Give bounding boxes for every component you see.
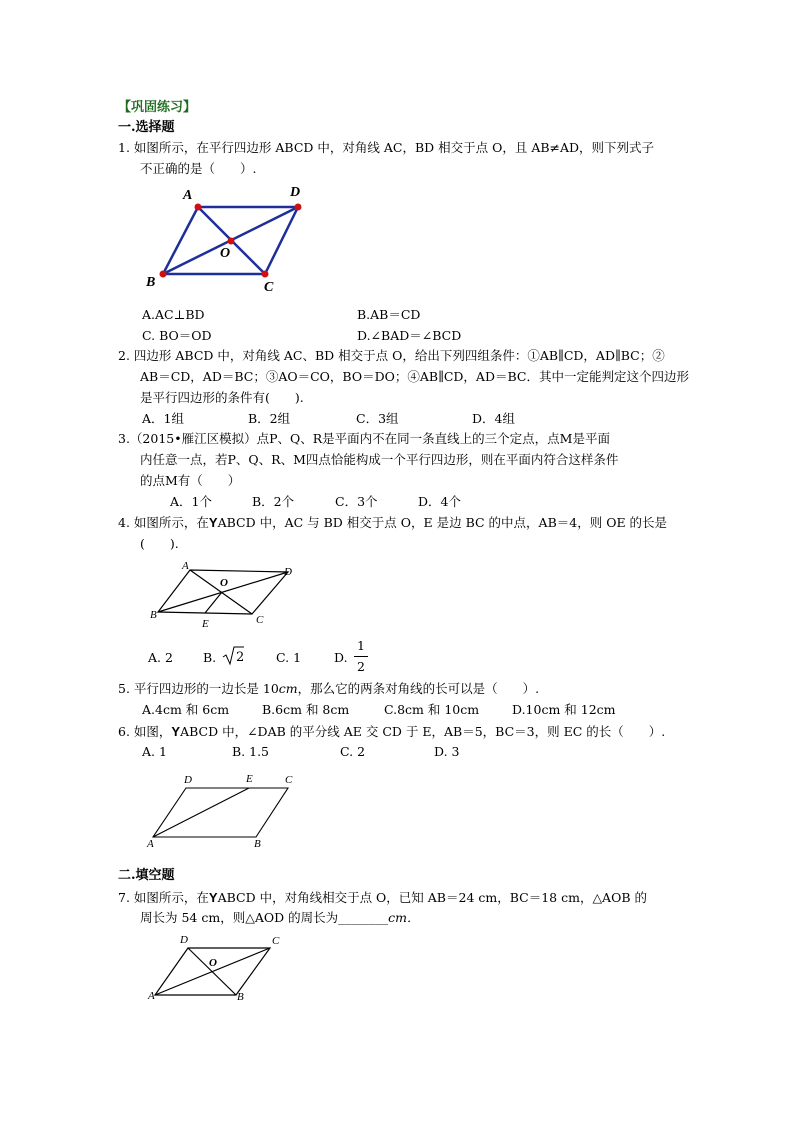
parallelogram-symbol: Y: [171, 724, 181, 739]
q4-option-d: D.: [334, 650, 348, 665]
q6-bisector-ae: [153, 788, 249, 837]
q1-line1: 1. 如图所示，在平行四边形 ABCD 中，对角线 AC，BD 相交于点 O，且 AB≠AD，则下列式子: [118, 140, 655, 155]
q4-option-a: A. 2: [148, 650, 173, 665]
q1-label-d: D: [290, 185, 301, 200]
part2-title: 二.填空题: [118, 868, 175, 883]
q6-option-c: C. 2: [340, 744, 366, 759]
q4-option-b: B.: [203, 650, 217, 665]
q7-figure: [152, 945, 277, 1000]
q5-option-a: A.4cm 和 6cm: [142, 702, 230, 717]
q4-fraction-num: 1: [357, 638, 365, 653]
q6-label-e: E: [246, 773, 253, 785]
q4-label-e: E: [202, 618, 209, 630]
parallelogram-symbol: Y: [208, 515, 218, 530]
q2-option-b: B．2组: [248, 411, 291, 426]
q7-answer-blank[interactable]: ________: [338, 910, 389, 925]
part1-title: 一.选择题: [118, 120, 175, 135]
q6-label-c: C: [285, 774, 293, 786]
q5-option-c: C.8cm 和 10cm: [384, 702, 480, 717]
q5-option-d: D.10cm 和 12cm: [512, 702, 616, 717]
q4-label-c: C: [256, 614, 264, 626]
q4-label-b: B: [150, 609, 157, 621]
q2-option-c: C．3组: [356, 411, 399, 426]
q2-option-d: D．4组: [472, 411, 515, 426]
q4-label-d: D: [284, 566, 292, 578]
q3-option-b: B．2个: [252, 494, 295, 509]
q3-option-c: C．3个: [335, 494, 378, 509]
q6-figure: [150, 785, 295, 840]
q6-option-d: D. 3: [434, 744, 460, 759]
q4-line2: ( ).: [140, 536, 179, 551]
q4-label-a: A: [182, 560, 189, 572]
q1-figure: [140, 183, 315, 298]
q7-line1: 7. 如图所示，在YABCD 中，对角线相交于点 O，已知 AB＝24 cm，BC＝18 cm，△AOB 的: [118, 890, 647, 905]
q7-label-o: O: [209, 957, 217, 969]
q7-label-b: B: [237, 991, 244, 1003]
q7-label-d: D: [180, 934, 188, 946]
q2-line1: 2. 四边形 ABCD 中，对角线 AC、BD 相交于点 O，给出下列四组条件：①AB∥CD，AD∥BC；②: [118, 348, 665, 363]
q2-option-a: A．1组: [142, 411, 184, 426]
q4-label-o: O: [220, 577, 228, 589]
q1-label-a: A: [183, 188, 193, 203]
q5-line1: 5. 平行四边形的一边长是 10cm，那么它的两条对角线的长可以是（ ）.: [118, 681, 540, 696]
q4-sqrt-radicand: 2: [236, 650, 245, 665]
q3-option-d: D．4个: [418, 494, 461, 509]
q7-label-c: C: [272, 935, 280, 947]
q1-label-b: B: [146, 275, 156, 290]
q6-label-a: A: [147, 838, 154, 850]
q4-figure: [148, 560, 303, 630]
section-header: 【巩固练习】: [118, 100, 197, 115]
q4-fraction-den: 2: [357, 659, 365, 674]
q1-line2: 不正确的是（ ）.: [140, 161, 257, 176]
q4-fraction-bar: [354, 656, 368, 657]
q2-line2: AB＝CD，AD＝BC；③AO＝CO，BO＝DO；④AB∥CD，AD＝BC．其中一定能判定这个四边形: [140, 369, 689, 384]
q4-option-c: C. 1: [276, 650, 302, 665]
q6-line1: 6. 如图，YABCD 中，∠DAB 的平分线 AE 交 CD 于 E，AB＝5，BC＝3，则 EC 的长（ ）.: [118, 724, 666, 739]
q1-option-c: C. BO＝OD: [142, 328, 212, 343]
q2-line3: 是平行四边形的条件有( ).: [140, 390, 304, 405]
q7-line2: 周长为 54 cm，则△AOD 的周长为________cm．: [140, 910, 420, 925]
q3-option-a: A．1个: [170, 494, 212, 509]
q1-label-c: C: [264, 280, 274, 295]
q1-label-o: O: [220, 246, 231, 261]
q3-line3: 的点M有（ ）: [140, 473, 241, 488]
q4-line1: 4. 如图所示，在YABCD 中，AC 与 BD 相交于点 O，E 是边 BC 的中点，AB＝4，则 OE 的长是: [118, 515, 668, 530]
q3-line2: 内任意一点，若P、Q、R、M四点恰能构成一个平行四边形，则在平面内符合这样条件: [140, 452, 619, 467]
q3-line1: 3.（2015•雁江区模拟）点P、Q、R是平面内不在同一条直线上的三个定点，点M是平面: [118, 431, 610, 446]
q6-option-a: A. 1: [142, 744, 167, 759]
parallelogram-symbol: Y: [208, 890, 218, 905]
q6-label-d: D: [184, 774, 192, 786]
q5-option-b: B.6cm 和 8cm: [262, 702, 350, 717]
q1-option-b: B.AB＝CD: [357, 307, 421, 322]
q6-label-b: B: [254, 838, 261, 850]
q1-option-a: A.AC⊥BD: [142, 307, 205, 322]
q6-parallelogram: [153, 788, 288, 837]
q7-label-a: A: [148, 990, 155, 1002]
q6-option-b: B. 1.5: [232, 744, 270, 759]
q1-option-d: D.∠BAD＝∠BCD: [357, 328, 462, 343]
